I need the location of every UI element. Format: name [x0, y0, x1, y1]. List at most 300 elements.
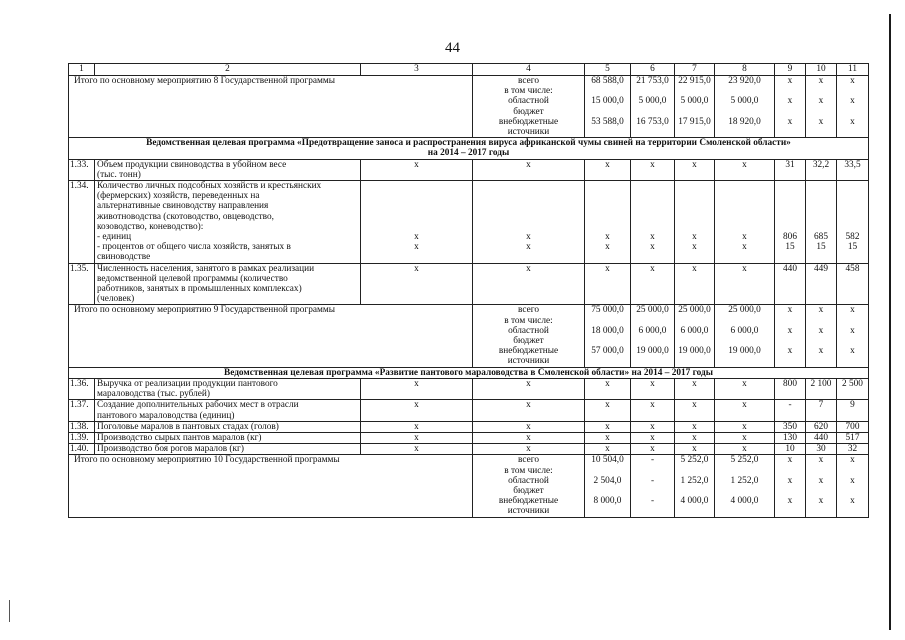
spacer [677, 201, 712, 211]
spacer [808, 201, 834, 211]
indicator-description-line: работников, занятых в промышленных комплексах) [97, 284, 302, 295]
amount-value: х [787, 496, 793, 507]
indicator-value-cell [361, 400, 473, 421]
program-title [69, 138, 869, 159]
amount-cell [675, 326, 715, 346]
indicator-value: х [414, 444, 419, 455]
spacer [475, 191, 582, 201]
indicator-description-line: свиноводстве [97, 252, 151, 263]
amount-cell [585, 305, 631, 326]
indicator-value: х [742, 421, 747, 432]
spacer [633, 201, 672, 211]
indicator-value-cell [806, 159, 837, 180]
indicator-value-cell [585, 444, 631, 455]
amount-value: х [850, 455, 855, 466]
indicator-value-cell [775, 159, 806, 180]
indicator-value-cell [715, 378, 775, 399]
indicator-value-cell [585, 263, 631, 305]
indicator-value-cell [715, 444, 775, 455]
amount-value: 68 588,0 [591, 76, 624, 86]
indicator-value: х [742, 242, 747, 253]
funding-source-text: внебюджетные [498, 346, 559, 357]
indicator-value: х [692, 444, 697, 455]
indicator-value-cell [675, 400, 715, 421]
indicator-value-cell [473, 378, 585, 399]
indicator-value-cell [775, 444, 806, 455]
indicator-value: 517 [845, 432, 860, 443]
amount-cell [631, 305, 675, 326]
amount-value: х [850, 96, 855, 107]
indicator-value: х [414, 400, 419, 411]
indicator-description-line: (тыс. тонн) [97, 169, 141, 180]
funding-source-text: областной [508, 96, 549, 107]
spacer [475, 181, 582, 191]
indicator-value: х [650, 432, 655, 443]
indicator-value-cell [806, 444, 837, 455]
amount-value: 53 588,0 [591, 116, 624, 127]
indicator-row [69, 400, 869, 421]
indicator-value: х [605, 242, 610, 253]
amount-value: 18 000,0 [591, 325, 624, 336]
indicator-value-cell [837, 400, 869, 421]
indicator-value-cell [361, 159, 473, 180]
section-row [69, 367, 869, 378]
amount-value: 4 000,0 [680, 496, 709, 507]
indicator-value: х [526, 263, 531, 274]
indicator-value: 33,5 [844, 159, 861, 170]
funding-source-text: источники [507, 356, 550, 367]
spacer [633, 222, 672, 232]
spacer [587, 191, 628, 201]
amount-value: 25 000,0 [636, 305, 669, 316]
indicator-value: х [650, 421, 655, 432]
amount-cell [585, 326, 631, 346]
indicator-value: х [692, 231, 697, 242]
indicator-value: х [650, 378, 655, 389]
indicator-value-cell [473, 400, 585, 421]
indicator-description-line: пантового мараловодства (единиц) [97, 410, 235, 421]
indicator-value-cell [837, 159, 869, 180]
indicator-value: 130 [783, 432, 797, 443]
indicator-description [95, 263, 361, 305]
amount-cell [837, 346, 869, 367]
spacer [839, 212, 866, 222]
amount-cell [775, 305, 806, 326]
indicator-value-cell [806, 378, 837, 399]
amount-value: х [818, 346, 824, 357]
indicator-description-line: Выручка от реализации продукции пантового [97, 378, 278, 389]
amount-value: 1 252,0 [730, 475, 759, 486]
spacer [475, 201, 582, 211]
amount-cell [585, 76, 631, 97]
amount-cell [775, 96, 806, 116]
amount-cell [631, 326, 675, 346]
amount-value: 5 252,0 [730, 455, 759, 466]
amount-cell [631, 117, 675, 138]
column-number: 10 [806, 64, 837, 76]
amount-value: х [818, 76, 824, 86]
funding-source [473, 76, 585, 97]
amount-cell [585, 117, 631, 138]
indicator-value: х [414, 432, 419, 443]
amount-cell [585, 476, 631, 496]
indicator-value-cell [675, 432, 715, 443]
amount-cell [715, 305, 775, 326]
amount-value: 19 000,0 [636, 346, 669, 357]
indicator-value: х [526, 378, 531, 389]
indicator-value-cell [806, 432, 837, 443]
indicator-number: 1.39. [69, 432, 95, 443]
amount-cell [775, 496, 806, 517]
indicator-value-cell [361, 181, 473, 264]
amount-value: х [818, 305, 824, 316]
amount-value: - [650, 455, 655, 466]
indicator-description-line: (человек) [97, 294, 135, 305]
indicator-number: 1.36. [69, 378, 95, 399]
column-number: 7 [675, 64, 715, 76]
amount-cell [775, 476, 806, 496]
indicator-description [95, 159, 361, 180]
indicator-value: 449 [814, 263, 828, 274]
amount-value: 8 000,0 [593, 496, 622, 507]
amount-value: х [850, 475, 855, 486]
indicator-value-cell [585, 400, 631, 421]
indicator-row [69, 444, 869, 455]
program-title-line: на 2014 – 2017 годы [427, 148, 510, 159]
indicator-value: 800 [783, 378, 797, 389]
indicator-row [69, 263, 869, 305]
amount-cell [715, 496, 775, 517]
indicator-value: 620 [814, 421, 828, 432]
spacer [677, 222, 712, 232]
amount-value: х [787, 305, 793, 316]
summary-row [69, 305, 869, 326]
spacer [717, 212, 772, 222]
header-row [69, 64, 869, 76]
spacer [777, 201, 803, 211]
amount-cell [675, 346, 715, 367]
indicator-value: х [650, 159, 655, 170]
amount-cell [675, 305, 715, 326]
indicator-value: х [650, 400, 655, 411]
indicator-description-line: Производство боя рогов маралов (кг) [97, 444, 244, 455]
amount-value: 18 920,0 [728, 116, 761, 127]
spacer [777, 212, 803, 222]
indicator-value-cell [806, 263, 837, 305]
indicator-value: 7 [818, 400, 824, 411]
indicator-value: х [650, 263, 655, 274]
indicator-value: 32 [847, 444, 858, 455]
indicator-description [95, 181, 361, 264]
amount-cell [675, 476, 715, 496]
indicator-value-cell [837, 181, 869, 264]
indicator-value-cell [806, 421, 837, 432]
indicator-value-cell [675, 263, 715, 305]
amount-value: х [787, 346, 793, 357]
amount-cell [806, 476, 837, 496]
indicator-value: х [692, 421, 697, 432]
amount-cell [715, 476, 775, 496]
amount-value: х [850, 76, 855, 86]
spacer [839, 181, 866, 191]
amount-cell [837, 305, 869, 326]
indicator-value: х [526, 231, 531, 242]
indicator-value: 806 [783, 231, 797, 242]
amount-cell [806, 76, 837, 97]
amount-value: 19 000,0 [678, 346, 711, 357]
amount-cell [806, 326, 837, 346]
indicator-value: х [605, 432, 610, 443]
indicator-number: 1.38. [69, 421, 95, 432]
indicator-value-cell [715, 421, 775, 432]
indicator-value: - [788, 400, 792, 411]
indicator-value-cell [631, 444, 675, 455]
amount-cell [837, 96, 869, 116]
amount-cell [585, 346, 631, 367]
indicator-value: х [414, 421, 419, 432]
amount-cell [775, 76, 806, 97]
indicator-value-cell [775, 263, 806, 305]
indicator-number: 1.37. [69, 400, 95, 421]
column-number: 11 [837, 64, 869, 76]
indicator-value-cell [837, 378, 869, 399]
indicator-value: х [605, 444, 610, 455]
funding-source [473, 346, 585, 367]
amount-cell [837, 326, 869, 346]
amount-cell [631, 346, 675, 367]
amount-value: 19 000,0 [728, 346, 761, 357]
amount-value: 75 000,0 [591, 305, 624, 316]
spacer [777, 191, 803, 201]
indicator-value-cell [775, 181, 806, 264]
funding-source [473, 326, 585, 346]
spacer [587, 201, 628, 211]
indicator-value: 31 [785, 159, 795, 170]
spacer [633, 191, 672, 201]
amount-value: х [818, 455, 824, 466]
amount-cell [837, 117, 869, 138]
indicator-value-cell [473, 263, 585, 305]
spacer [777, 222, 803, 232]
amount-value: 21 753,0 [636, 76, 669, 86]
indicator-value: 350 [783, 421, 797, 432]
amount-value: х [787, 76, 793, 86]
amount-cell [585, 496, 631, 517]
amount-cell [631, 455, 675, 476]
indicator-value-cell [806, 400, 837, 421]
indicator-number: 1.34. [69, 181, 95, 264]
spacer [475, 212, 582, 222]
amount-cell [806, 305, 837, 326]
indicator-value-cell [473, 181, 585, 264]
spacer [587, 181, 628, 191]
indicator-value: 30 [816, 444, 826, 455]
amount-cell [837, 496, 869, 517]
indicator-value-cell [631, 421, 675, 432]
indicator-value: х [650, 444, 655, 455]
column-number: 6 [631, 64, 675, 76]
indicator-value: х [650, 231, 655, 242]
funding-source-text: в том числе: [504, 86, 553, 97]
indicator-value-cell [715, 400, 775, 421]
spacer [808, 191, 834, 201]
amount-value: х [818, 325, 824, 336]
spacer [839, 222, 866, 232]
funding-source [473, 496, 585, 517]
indicator-value-cell [585, 159, 631, 180]
indicator-value: х [692, 432, 697, 443]
indicator-value: х [526, 444, 531, 455]
amount-cell [806, 496, 837, 517]
amount-cell [715, 76, 775, 97]
amount-cell [715, 117, 775, 138]
indicator-table [68, 63, 869, 518]
indicator-value: х [526, 421, 531, 432]
indicator-value: х [692, 400, 697, 411]
amount-value: 4 000,0 [730, 496, 759, 507]
amount-value: х [850, 346, 855, 357]
indicator-value: 440 [814, 432, 828, 443]
indicator-value-cell [585, 432, 631, 443]
indicator-number: 1.35. [69, 263, 95, 305]
amount-cell [675, 496, 715, 517]
indicator-value: 700 [845, 421, 860, 432]
amount-value: 5 000,0 [638, 96, 667, 107]
amount-cell [775, 455, 806, 476]
indicator-value-cell [631, 263, 675, 305]
indicator-value: х [605, 231, 610, 242]
amount-value: х [818, 475, 824, 486]
spacer [839, 191, 866, 201]
amount-cell [675, 455, 715, 476]
indicator-description [95, 421, 361, 432]
indicator-value: 458 [845, 263, 860, 274]
amount-value: х [787, 455, 793, 466]
amount-cell [775, 326, 806, 346]
indicator-value-cell [473, 444, 585, 455]
indicator-description [95, 444, 361, 455]
indicator-description-line: Поголовье маралов в пантовых стадах (голов) [97, 421, 279, 432]
indicator-description-line: ведомственной целевой программы (количество [97, 273, 288, 284]
summary-label: Итого по основному мероприятию 9 Государственной программы [69, 305, 473, 367]
indicator-value: х [414, 378, 419, 389]
spacer [677, 191, 712, 201]
indicator-value: х [605, 263, 610, 274]
amount-cell [715, 346, 775, 367]
column-number: 4 [473, 64, 585, 76]
amount-value: - [650, 475, 655, 486]
indicator-value-cell [585, 378, 631, 399]
indicator-value: х [742, 263, 747, 274]
amount-value: х [850, 325, 855, 336]
spacer [633, 181, 672, 191]
amount-value: 1 252,0 [680, 475, 709, 486]
indicator-value: 685 [814, 231, 828, 242]
amount-value: 6 000,0 [638, 325, 667, 336]
indicator-value: х [526, 400, 531, 411]
spacer [363, 191, 470, 201]
amount-cell [715, 455, 775, 476]
amount-value: 10 504,0 [591, 455, 624, 466]
amount-value: 25 000,0 [678, 305, 711, 316]
funding-source [473, 455, 585, 476]
amount-value: х [850, 305, 855, 316]
indicator-value-cell [631, 181, 675, 264]
indicator-description-line: Производство сырых пантов маралов (кг) [97, 432, 262, 443]
indicator-value: 2 500 [842, 378, 863, 389]
amount-value: 17 915,0 [678, 116, 711, 127]
indicator-value-cell [473, 159, 585, 180]
indicator-value: х [692, 159, 697, 170]
column-number: 2 [95, 64, 361, 76]
funding-source [473, 476, 585, 496]
amount-cell [715, 326, 775, 346]
indicator-description-line: Создание дополнительных рабочих мест в отрасли [97, 400, 299, 411]
funding-source-text: всего [518, 305, 539, 316]
indicator-value-cell [715, 159, 775, 180]
indicator-value-cell [585, 421, 631, 432]
funding-source [473, 117, 585, 138]
amount-cell [631, 96, 675, 116]
indicator-description-line: - процентов от общего числа хозяйств, занятых в [97, 242, 291, 253]
funding-source-text: в том числе: [504, 465, 553, 476]
indicator-value: х [414, 242, 419, 253]
amount-value: - [650, 496, 655, 507]
indicator-description-line: животноводства (скотоводство, овцеводство, [97, 211, 274, 222]
amount-value: 6 000,0 [730, 325, 759, 336]
amount-cell [837, 455, 869, 476]
scan-edge-line [889, 14, 891, 630]
indicator-value-cell [775, 421, 806, 432]
indicator-value: 15 [785, 242, 795, 253]
indicator-value-cell [837, 432, 869, 443]
amount-cell [675, 117, 715, 138]
amount-value: 16 753,0 [636, 116, 669, 127]
amount-cell [806, 346, 837, 367]
indicator-value: х [605, 400, 610, 411]
indicator-value-cell [775, 378, 806, 399]
indicator-value-cell [715, 263, 775, 305]
amount-value: х [818, 96, 824, 107]
column-number: 1 [69, 64, 95, 76]
spacer [363, 181, 470, 191]
amount-cell [806, 96, 837, 116]
indicator-value-cell [631, 432, 675, 443]
column-number: 3 [361, 64, 473, 76]
amount-value: х [787, 475, 793, 486]
spacer [363, 222, 470, 232]
indicator-description [95, 378, 361, 399]
indicator-value: х [605, 159, 610, 170]
funding-source-text: всего [518, 76, 539, 86]
indicator-description-line: мараловодства (тыс. рублей) [97, 389, 211, 400]
amount-value: 15 000,0 [591, 96, 624, 107]
amount-cell [675, 96, 715, 116]
amount-value: 57 000,0 [591, 346, 624, 357]
funding-source-text: бюджет [513, 336, 544, 347]
funding-source [473, 96, 585, 116]
indicator-row [69, 181, 869, 264]
indicator-row [69, 159, 869, 180]
indicator-value: 15 [816, 242, 826, 253]
indicator-description-line: - единиц [97, 232, 132, 243]
indicator-description [95, 400, 361, 421]
column-number: 9 [775, 64, 806, 76]
summary-row [69, 455, 869, 476]
amount-value: 5 000,0 [730, 96, 759, 107]
spacer [587, 212, 628, 222]
summary-label: Итого по основному мероприятию 10 Государственной программы [69, 455, 473, 517]
